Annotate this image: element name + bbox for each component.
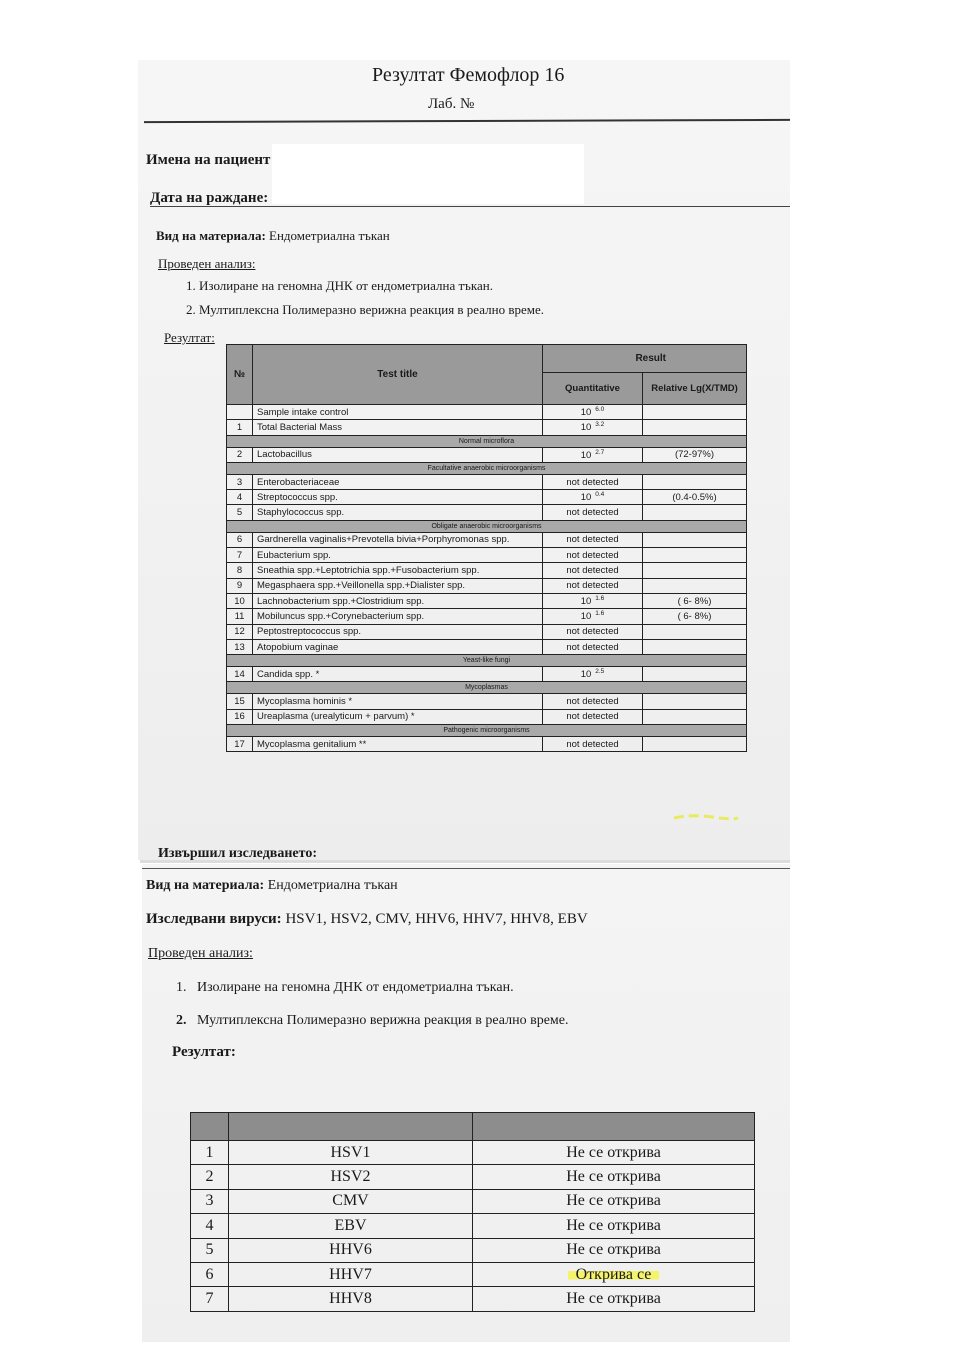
table-row bbox=[227, 474, 747, 489]
quantitative-value bbox=[543, 532, 643, 547]
quantitative-value bbox=[543, 667, 643, 682]
quantitative-value bbox=[543, 420, 643, 435]
quantitative-text: not detected bbox=[566, 549, 619, 561]
quantitative-text: not detected bbox=[566, 626, 619, 638]
step-text: Изолиране на геномна ДНК от ендометриална тъкан. bbox=[197, 980, 514, 995]
quantitative-base: 10 bbox=[580, 611, 592, 623]
row-number: 4 bbox=[227, 490, 253, 505]
redacted-area bbox=[272, 144, 584, 204]
material-label-2: Вид на материала: bbox=[146, 878, 265, 893]
virus-result: Не се открива bbox=[566, 1216, 661, 1234]
virus-row-number: 6 bbox=[191, 1262, 229, 1286]
row-number bbox=[227, 405, 253, 420]
section-label: Obligate anaerobic microorganisms bbox=[227, 520, 747, 532]
quantitative-exponent: 2.7 bbox=[595, 448, 605, 456]
row-number: 14 bbox=[227, 667, 253, 682]
virus-name: HSV2 bbox=[229, 1165, 473, 1189]
test-name: Staphylococcus spp. bbox=[253, 505, 543, 520]
table-row bbox=[227, 532, 747, 547]
virus-name: EBV bbox=[229, 1214, 473, 1238]
relative-value bbox=[643, 694, 747, 709]
patient-divider bbox=[150, 206, 790, 207]
relative-value: ( 6- 8%) bbox=[643, 609, 747, 624]
table-row bbox=[227, 563, 747, 578]
quantitative-text: not detected bbox=[566, 476, 619, 488]
test-name: Sample intake control bbox=[253, 405, 543, 420]
table-row bbox=[227, 694, 747, 709]
birth-date-label: Дата на раждане: bbox=[150, 190, 269, 206]
quantitative-text: not detected bbox=[566, 580, 619, 592]
table-row bbox=[227, 420, 747, 435]
table-row bbox=[227, 709, 747, 724]
test-name: Streptococcus spp. bbox=[253, 490, 543, 505]
virus-result-cell bbox=[473, 1141, 755, 1165]
analysis-step-2-2 bbox=[176, 1013, 569, 1029]
quantitative-value bbox=[543, 474, 643, 489]
relative-value: ( 6- 8%) bbox=[643, 593, 747, 608]
test-name: Lactobacillus bbox=[253, 447, 543, 462]
relative-value bbox=[643, 737, 747, 752]
test-name: Sneathia spp.+Leptotrichia spp.+Fusobacterium spp. bbox=[253, 563, 543, 578]
column-header-relative: Relative Lg(X/TMD) bbox=[643, 372, 747, 404]
relative-value bbox=[643, 505, 747, 520]
quantitative-value bbox=[543, 737, 643, 752]
patient-name-label: Имена на пациент bbox=[146, 152, 271, 168]
table-section-row bbox=[227, 435, 747, 447]
virus-result-cell bbox=[473, 1262, 755, 1286]
row-number: 17 bbox=[227, 737, 253, 752]
virus-result: Не се открива bbox=[566, 1290, 661, 1308]
row-number: 2 bbox=[227, 447, 253, 462]
column-header-quantitative: Quantitative bbox=[543, 372, 643, 404]
table-section-row bbox=[227, 520, 747, 532]
relative-value bbox=[643, 667, 747, 682]
virus-result-cell bbox=[473, 1287, 755, 1311]
row-number: 15 bbox=[227, 694, 253, 709]
quantitative-value bbox=[543, 563, 643, 578]
table-row bbox=[227, 405, 747, 420]
relative-value bbox=[643, 639, 747, 654]
quantitative-base: 10 bbox=[580, 492, 592, 504]
quantitative-value bbox=[543, 447, 643, 462]
quantitative-exponent: 1.6 bbox=[595, 610, 605, 618]
test-name: Megasphaera spp.+Veillonella spp.+Dialister spp. bbox=[253, 578, 543, 593]
quantitative-base: 10 bbox=[580, 449, 592, 461]
table-row bbox=[227, 593, 747, 608]
quantitative-value bbox=[543, 405, 643, 420]
virus-row-number: 3 bbox=[191, 1189, 229, 1213]
step-text: Мултиплексна Полимеразно верижна реакция в реално време. bbox=[197, 1013, 569, 1028]
viruses-line bbox=[146, 911, 588, 928]
analysis-step-2: 2. Мултиплексна Полимеразно верижна реакция в реално време. bbox=[186, 302, 544, 317]
analysis-label: Проведен анализ: bbox=[158, 256, 256, 271]
row-number: 12 bbox=[227, 624, 253, 639]
test-name: Mycoplasma genitalium ** bbox=[253, 737, 543, 752]
virus-result-highlighted: Открива се bbox=[568, 1266, 660, 1283]
column-header-result: Result bbox=[543, 345, 747, 373]
section-label: Normal microflora bbox=[227, 435, 747, 447]
quantitative-exponent: 1.6 bbox=[595, 595, 605, 603]
test-name: Eubacterium spp. bbox=[253, 548, 543, 563]
virus-results-table bbox=[190, 1112, 755, 1312]
material-label: Вид на материала: bbox=[156, 228, 266, 243]
relative-value bbox=[643, 709, 747, 724]
material-value: Ендометриална тъкан bbox=[269, 228, 390, 243]
virus-result-cell bbox=[473, 1238, 755, 1262]
virus-result: Не се открива bbox=[566, 1143, 661, 1161]
test-name: Ureaplasma (urealyticum + parvum) * bbox=[253, 709, 543, 724]
relative-value bbox=[643, 420, 747, 435]
virus-row bbox=[191, 1214, 755, 1238]
virus-row-number: 4 bbox=[191, 1214, 229, 1238]
virus-table-body bbox=[191, 1141, 755, 1312]
relative-value: (0.4-0.5%) bbox=[643, 490, 747, 505]
table-row bbox=[227, 578, 747, 593]
quantitative-text: not detected bbox=[566, 711, 619, 723]
section-label: Yeast-like fungi bbox=[227, 655, 747, 667]
quantitative-base: 10 bbox=[580, 422, 592, 434]
test-name: Total Bacterial Mass bbox=[253, 420, 543, 435]
analysis-step-2-1 bbox=[176, 980, 514, 996]
row-number: 7 bbox=[227, 548, 253, 563]
quantitative-text: not detected bbox=[566, 507, 619, 519]
virus-result: Не се открива bbox=[566, 1241, 661, 1259]
quantitative-value bbox=[543, 709, 643, 724]
test-name: Lachnobacterium spp.+Clostridium spp. bbox=[253, 593, 543, 608]
femoflor-table-body bbox=[227, 405, 747, 752]
quantitative-value bbox=[543, 548, 643, 563]
quantitative-base: 10 bbox=[580, 407, 592, 419]
virus-row-number: 1 bbox=[191, 1141, 229, 1165]
material-line bbox=[156, 228, 390, 244]
column-header-test-title: Test title bbox=[253, 345, 543, 405]
material-line-2 bbox=[146, 878, 398, 894]
quantitative-base: 10 bbox=[580, 596, 592, 608]
virus-row bbox=[191, 1287, 755, 1311]
table-section-row bbox=[227, 682, 747, 694]
row-number: 6 bbox=[227, 532, 253, 547]
document-title: Резултат Фемофлор 16 bbox=[372, 64, 565, 86]
lab-number-label: Лаб. № bbox=[428, 96, 475, 112]
quantitative-text: not detected bbox=[566, 565, 619, 577]
virus-name: CMV bbox=[229, 1189, 473, 1213]
result-label: Резултат: bbox=[164, 330, 215, 345]
table-section-row bbox=[227, 655, 747, 667]
result-label-2: Резултат: bbox=[172, 1044, 236, 1060]
quantitative-value bbox=[543, 609, 643, 624]
quantitative-value bbox=[543, 593, 643, 608]
row-number: 5 bbox=[227, 505, 253, 520]
relative-value bbox=[643, 405, 747, 420]
relative-value bbox=[643, 474, 747, 489]
relative-value bbox=[643, 563, 747, 578]
section-label: Pathogenic microorganisms bbox=[227, 725, 747, 737]
row-number: 8 bbox=[227, 563, 253, 578]
quantitative-base: 10 bbox=[580, 669, 592, 681]
quantitative-text: not detected bbox=[566, 738, 619, 750]
virus-table-header-cell bbox=[473, 1113, 755, 1141]
virus-row bbox=[191, 1189, 755, 1213]
virus-result-cell bbox=[473, 1189, 755, 1213]
relative-value bbox=[643, 624, 747, 639]
virus-row-number: 2 bbox=[191, 1165, 229, 1189]
quantitative-value bbox=[543, 639, 643, 654]
quantitative-exponent: 6.0 bbox=[595, 406, 605, 414]
femoflor-results-table bbox=[226, 344, 747, 752]
table-row bbox=[227, 667, 747, 682]
virus-row bbox=[191, 1238, 755, 1262]
virus-row bbox=[191, 1262, 755, 1286]
analysis-step-1: 1. Изолиране на геномна ДНК от ендометриална тъкан. bbox=[186, 278, 493, 293]
row-number: 3 bbox=[227, 474, 253, 489]
relative-value bbox=[643, 548, 747, 563]
quantitative-text: not detected bbox=[566, 534, 619, 546]
quantitative-text: not detected bbox=[566, 696, 619, 708]
row-number: 1 bbox=[227, 420, 253, 435]
row-number: 11 bbox=[227, 609, 253, 624]
test-name: Gardnerella vaginalis+Prevotella bivia+Porphyromonas spp. bbox=[253, 532, 543, 547]
relative-value bbox=[643, 578, 747, 593]
quantitative-value bbox=[543, 578, 643, 593]
table-section-row bbox=[227, 725, 747, 737]
quantitative-exponent: 0.4 bbox=[595, 491, 605, 499]
quantitative-value bbox=[543, 624, 643, 639]
section-label: Facultative anaerobic microorganisms bbox=[227, 462, 747, 474]
quantitative-value bbox=[543, 694, 643, 709]
table-section-row bbox=[227, 462, 747, 474]
table-row bbox=[227, 548, 747, 563]
page-fold-shadow bbox=[140, 860, 790, 863]
table-row bbox=[227, 447, 747, 462]
step-number: 2. bbox=[176, 1013, 187, 1028]
virus-result: Не се открива bbox=[566, 1168, 661, 1186]
highlighter-mark bbox=[672, 808, 742, 828]
row-number: 13 bbox=[227, 639, 253, 654]
quantitative-exponent: 3.2 bbox=[595, 421, 605, 429]
table-row bbox=[227, 624, 747, 639]
virus-result: Не се открива bbox=[566, 1192, 661, 1210]
test-name: Enterobacteriaceae bbox=[253, 474, 543, 489]
test-name: Peptostreptococcus spp. bbox=[253, 624, 543, 639]
analysis-label-2: Проведен анализ: bbox=[148, 946, 253, 961]
column-header-number: № bbox=[227, 345, 253, 405]
table-row bbox=[227, 737, 747, 752]
virus-row-number: 7 bbox=[191, 1287, 229, 1311]
row-number: 9 bbox=[227, 578, 253, 593]
test-name: Candida spp. * bbox=[253, 667, 543, 682]
virus-table-header-cell bbox=[191, 1113, 229, 1141]
section-label: Mycoplasmas bbox=[227, 682, 747, 694]
test-name: Mobiluncus spp.+Corynebacterium spp. bbox=[253, 609, 543, 624]
material-value-2: Ендометриална тъкан bbox=[267, 878, 398, 893]
relative-value bbox=[643, 532, 747, 547]
step-number: 1. bbox=[176, 980, 187, 995]
virus-name: HHV8 bbox=[229, 1287, 473, 1311]
table-row bbox=[227, 609, 747, 624]
virus-table-header-cell bbox=[229, 1113, 473, 1141]
section-divider bbox=[142, 868, 790, 869]
virus-name: HHV6 bbox=[229, 1238, 473, 1262]
performed-by-label: Извършил изследването: bbox=[158, 846, 317, 860]
quantitative-text: not detected bbox=[566, 641, 619, 653]
row-number: 16 bbox=[227, 709, 253, 724]
table-row bbox=[227, 490, 747, 505]
quantitative-exponent: 2.5 bbox=[595, 668, 605, 676]
virus-row-number: 5 bbox=[191, 1238, 229, 1262]
quantitative-value bbox=[543, 490, 643, 505]
virus-name: HSV1 bbox=[229, 1141, 473, 1165]
virus-result-cell bbox=[473, 1165, 755, 1189]
virus-row bbox=[191, 1141, 755, 1165]
table-row bbox=[227, 505, 747, 520]
test-name: Atopobium vaginae bbox=[253, 639, 543, 654]
virus-row bbox=[191, 1165, 755, 1189]
quantitative-value bbox=[543, 505, 643, 520]
viruses-value: HSV1, HSV2, CMV, HHV6, HHV7, HHV8, EBV bbox=[285, 911, 588, 927]
virus-name: HHV7 bbox=[229, 1262, 473, 1286]
test-name: Mycoplasma hominis * bbox=[253, 694, 543, 709]
row-number: 10 bbox=[227, 593, 253, 608]
relative-value: (72-97%) bbox=[643, 447, 747, 462]
table-row bbox=[227, 639, 747, 654]
virus-result-cell bbox=[473, 1214, 755, 1238]
viruses-label: Изследвани вируси: bbox=[146, 911, 282, 927]
